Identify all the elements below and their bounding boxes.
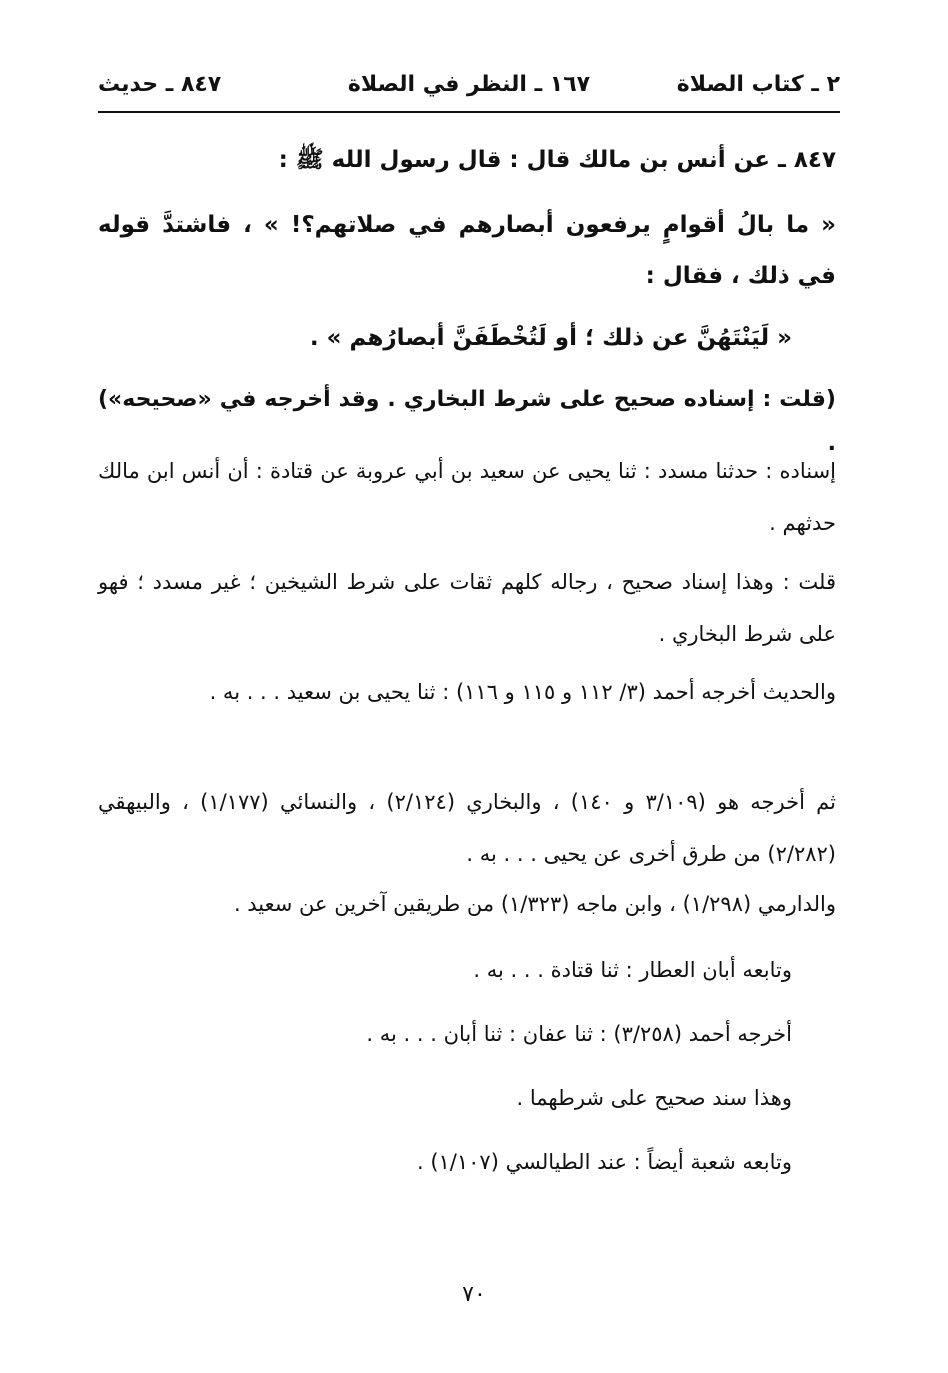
sanad-grading-line: وهذا سند صحيح على شرطهما .	[516, 1086, 792, 1110]
takhrij-ahmad-paragraph: والحديث أخرجه أحمد (٣/ ١١٢ و ١١٥ و ١١٦) : ثنا يحيى بن سعيد . . . به .	[209, 680, 836, 704]
takhrij-ahmad-aban-line: أخرجه أحمد (٣/٢٥٨) : ثنا عفان : ثنا أبان . . . به .	[366, 1022, 792, 1046]
header-hadith-number: ٨٤٧ ـ حديث	[98, 72, 222, 97]
running-header	[98, 66, 840, 110]
hadith-text: « ما بالُ أقوامٍ يرفعون أبصارهم في صلاتهم؟! » ، فاشتدَّ قوله في ذلك ، فقال :	[98, 212, 836, 289]
header-chapter-title: ١٦٧ ـ النظر في الصلاة	[347, 72, 591, 97]
mutabaah-aban-line: وتابعه أبان العطار : ثنا قتادة . . . به .	[473, 958, 792, 982]
hadith-heading: ٨٤٧ ـ عن أنس بن مالك قال : قال رسول الله ﷺ :	[278, 147, 836, 173]
grading-note: (قلت : إسناده صحيح على شرط البخاري . وقد أخرجه في «صحيحه») .	[98, 387, 836, 456]
takhrij-darimi-paragraph: والدارمي (١/٢٩٨) ، وابن ماجه (١/٣٢٣) من طريقين آخرين عن سعيد .	[233, 892, 836, 916]
page-number: ٧٠	[462, 1282, 486, 1307]
takhrij-others-paragraph: ثم أخرجه هو (٣/١٠٩ و ١٤٠) ، والبخاري (٢/١٢٤) ، والنسائي (١/١٧٧) ، والبيهقي (٢/٢٨٢) من طرق أخرى عن يحيى . . . به .	[98, 790, 836, 866]
commentary-paragraph: قلت : وهذا إسناد صحيح ، رجاله كلهم ثقات على شرط الشيخين ؛ غير مسدد ؛ فهو على شرط البخاري .	[98, 570, 836, 646]
header-book-title: ٢ ـ كتاب الصلاة	[676, 72, 840, 97]
isnad-paragraph: إسناده : حدثنا مسدد : ثنا يحيى عن سعيد بن أبي عروبة عن قتادة : أن أنس ابن مالك حدثهم .	[98, 459, 836, 535]
hadith-quote: « لَيَنْتَهُنَّ عن ذلك ؛ أو لَتُخْطَفَنَّ أبصارُهم » .	[309, 325, 792, 351]
mutabaah-shuba-line: وتابعه شعبة أيضاً : عند الطيالسي (١/١٠٧) .	[416, 1150, 792, 1174]
header-divider	[98, 111, 840, 113]
